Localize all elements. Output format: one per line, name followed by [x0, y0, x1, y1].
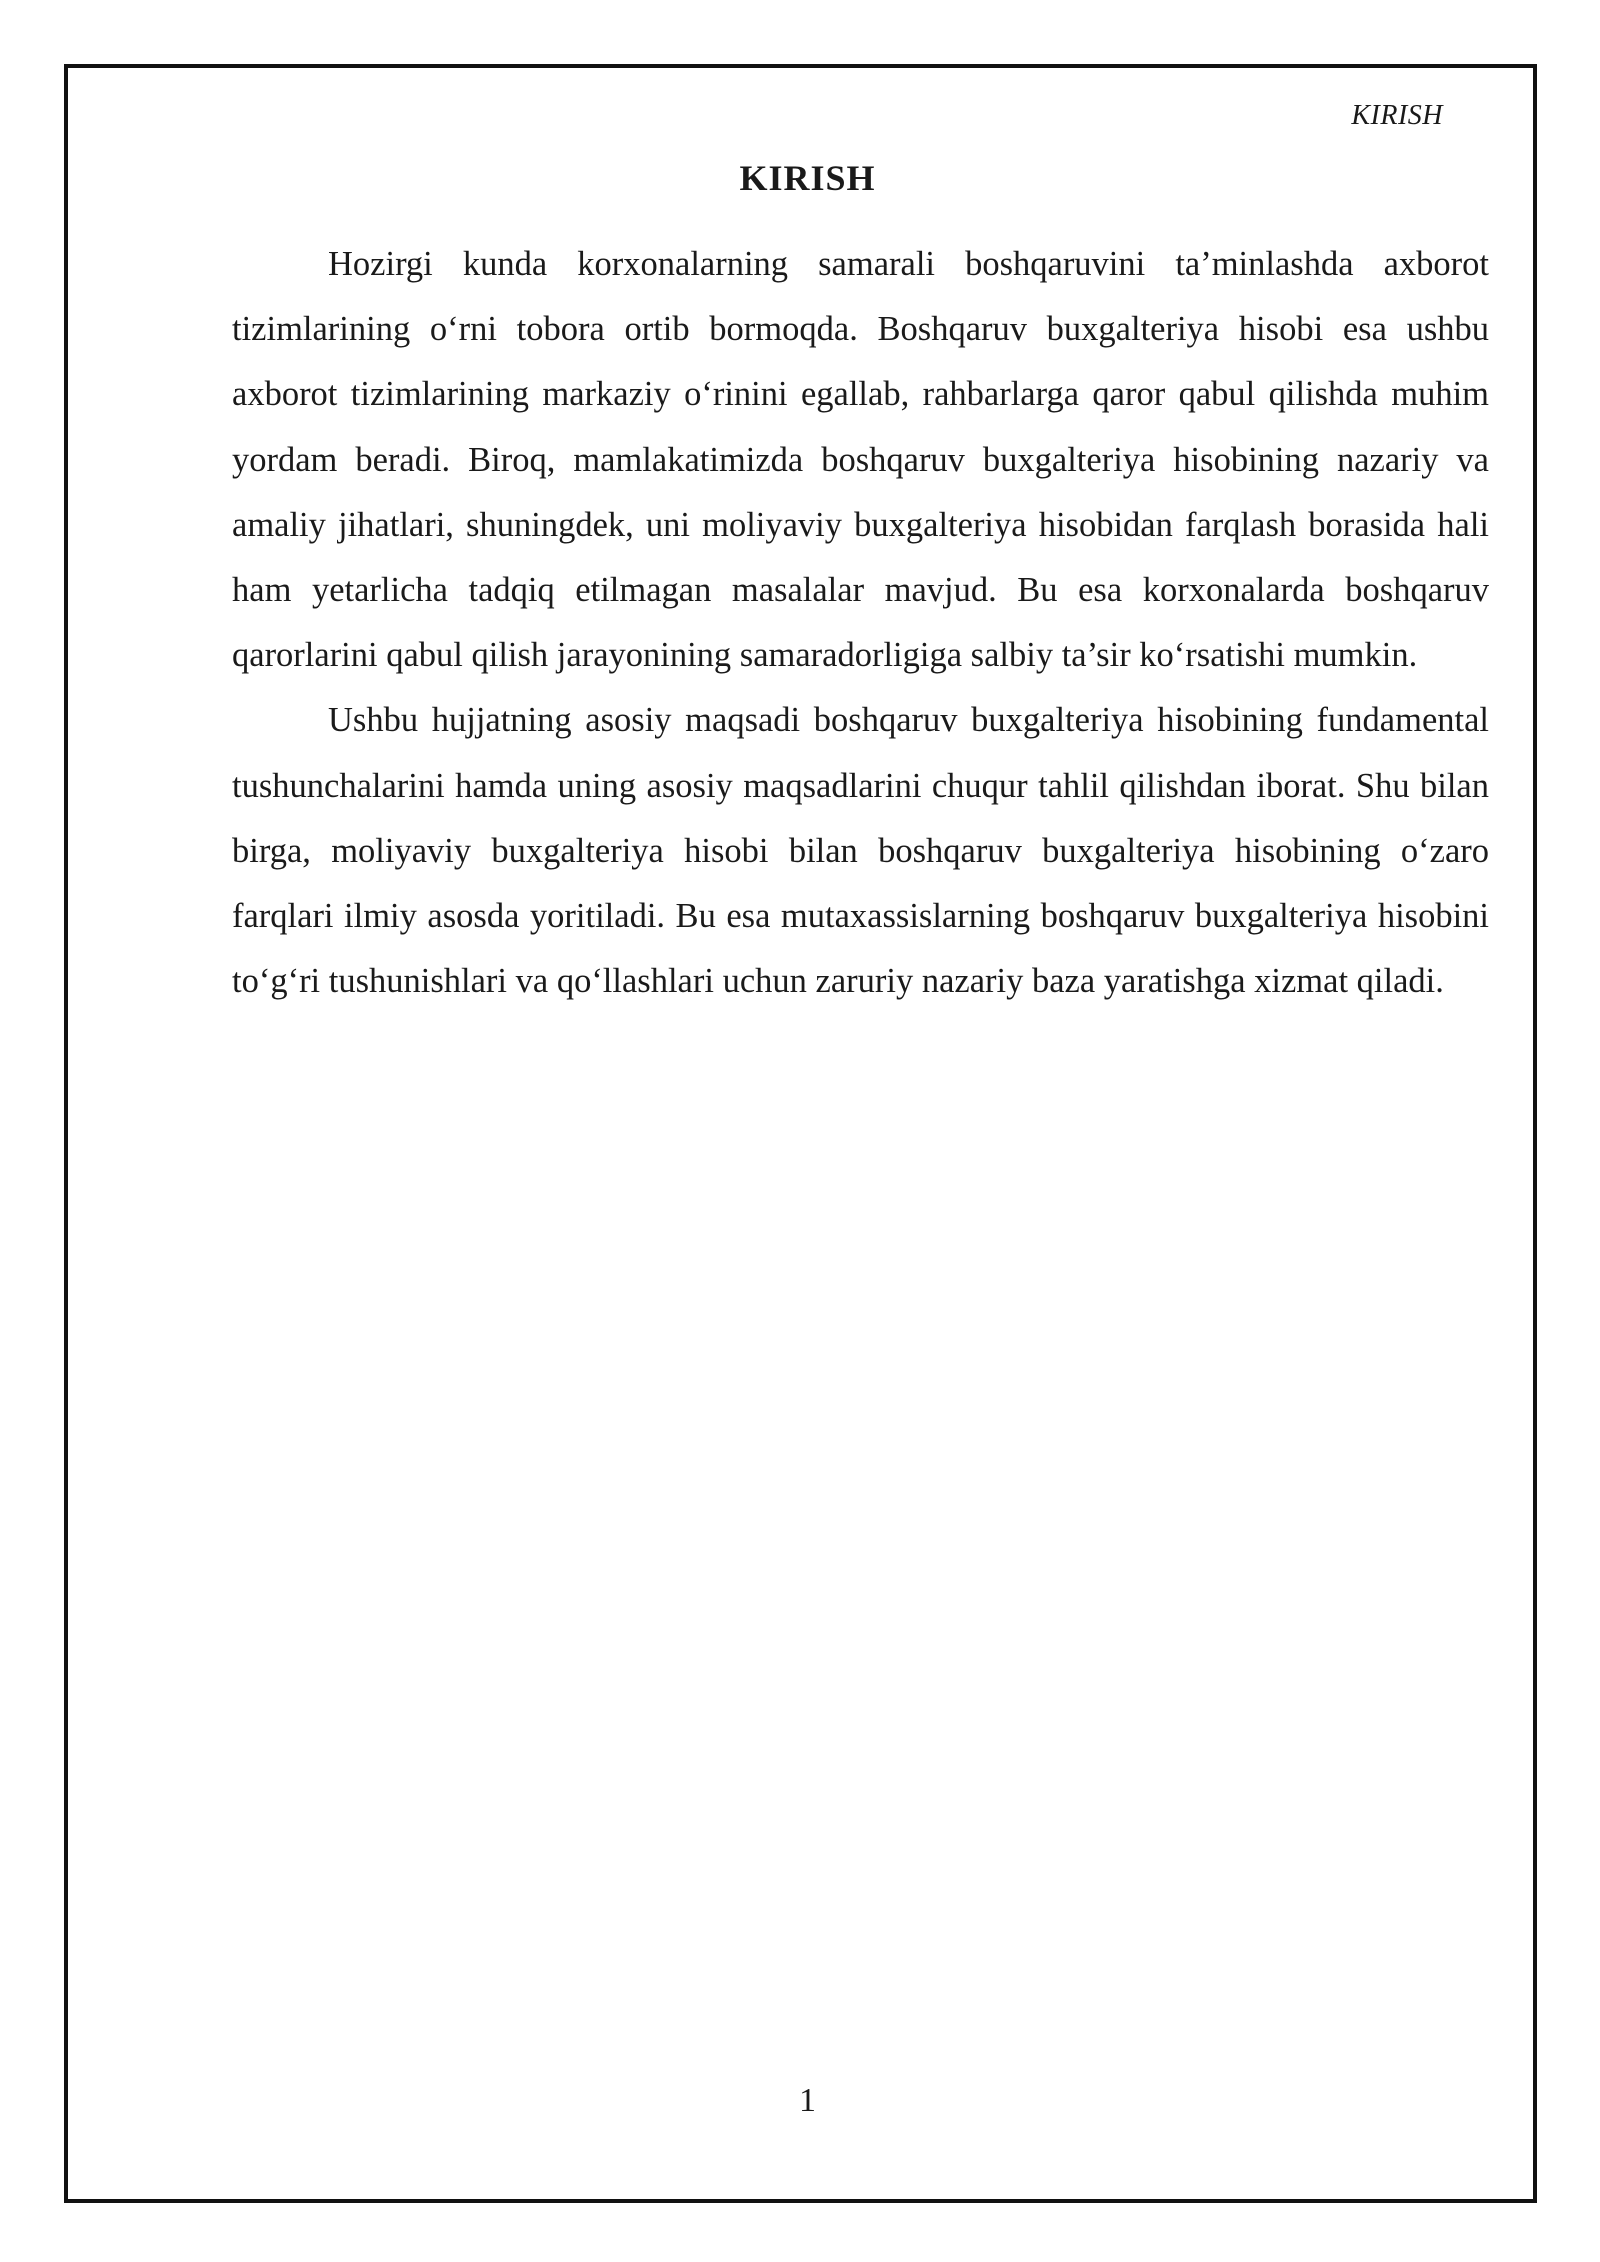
paragraph-intro: Hozirgi kunda korxonalarning samarali boshqaruvini ta’minlashda axborot tizimlarining o‘rni tobora ortib bormoqda. Boshqaruv buxgalteriya hisobi esa ushbu axborot tizimlarining markaziy o‘rinini egallab, rahbarlarga qaror qabul qilishda muhim yordam beradi. Biroq, mamlakatimizda boshqaruv buxgalteriya hisobining nazariy va amaliy jihatlari, shuningdek, uni moliyaviy buxgalteriya hisobidan farqlash borasida hali ham yetarlicha tadqiq etilmagan masalalar mavjud. Bu esa korxonalarda boshqaruv qarorlarini qabul qilish jarayonining samaradorligiga salbiy ta’sir ko‘rsatishi mumkin.	[232, 245, 1489, 675]
section-title: KIRISH	[739, 158, 876, 198]
running-header: KIRISH	[1351, 100, 1443, 131]
paragraph-purpose: Ushbu hujjatning asosiy maqsadi boshqaruv buxgalteriya hisobining fundamental tushunchalarini hamda uning asosiy maqsadlarini chuqur tahlil qilishdan iborat. Shu bilan birga, moliyaviy buxgalteriya hisobi bilan boshqaruv buxgalteriya hisobining o‘zaro farqlari ilmiy asosda yoritiladi. Bu esa mutaxassislarning boshqaruv buxgalteriya hisobini to‘g‘ri tushunishlari va qo‘llashlari uchun zaruriy nazariy baza yaratishga xizmat qiladi.	[232, 701, 1489, 1001]
body-text	[232, 232, 1489, 1014]
page-border	[64, 64, 1537, 2203]
page-number: 1	[799, 2082, 816, 2119]
